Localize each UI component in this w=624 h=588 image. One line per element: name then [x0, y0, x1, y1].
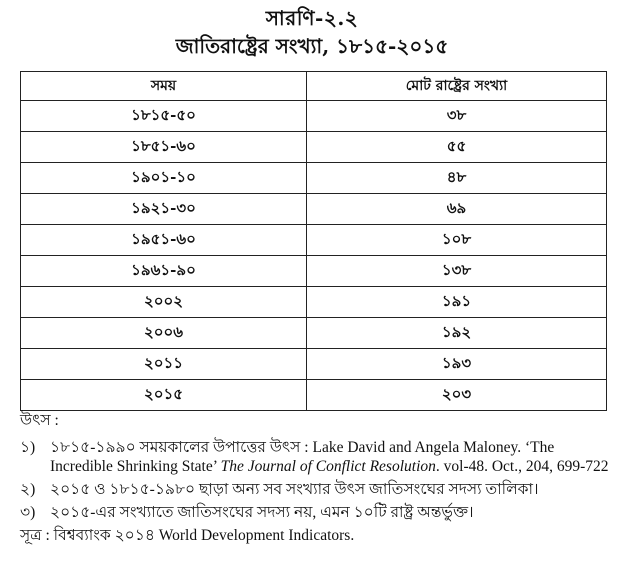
table-row [21, 287, 607, 318]
period-cell: ১৮৫১-৬০ [21, 132, 307, 163]
period-cell: ২০০৬ [21, 318, 307, 349]
period-cell: ২০০২ [21, 287, 307, 318]
table-row [21, 349, 607, 380]
source-notes [20, 411, 615, 561]
note-number: ১) [20, 439, 36, 456]
note-number: ৩) [20, 504, 36, 521]
period-cell: ১৮১৫-৫০ [21, 101, 307, 132]
column-header-period: সময় [21, 72, 307, 101]
source-heading: উৎস : [20, 412, 59, 429]
table-row [21, 101, 607, 132]
period-cell: ১৯৬১-৯০ [21, 256, 307, 287]
column-header-count: মোট রাষ্ট্রের সংখ্যা [307, 72, 607, 101]
count-cell: ৩৮ [307, 101, 607, 132]
table-row [21, 318, 607, 349]
source-note [20, 503, 615, 522]
count-cell: ১৩৮ [307, 256, 607, 287]
period-cell: ১৯৫১-৬০ [21, 225, 307, 256]
count-cell: ৪৮ [307, 163, 607, 194]
table-row [21, 380, 607, 411]
count-cell: ১৯২ [307, 318, 607, 349]
nation-states-table [20, 71, 607, 411]
count-cell: ১০৮ [307, 225, 607, 256]
count-cell: ২০৩ [307, 380, 607, 411]
table-row [21, 194, 607, 225]
note-text: ২০১৫ ও ১৮১৫-১৯৮০ ছাড়া অন্য সব সংখ্যার উৎস জাতিসংঘের সদস্য তালিকা। [50, 481, 539, 498]
table-row [21, 256, 607, 287]
period-cell: ২০১১ [21, 349, 307, 380]
count-cell: ১৯১ [307, 287, 607, 318]
source-note [20, 480, 615, 499]
note-text: ২০১৫-এর সংখ্যাতে জাতিসংঘের সদস্য নয়, এমন ১০টি রাষ্ট্র অন্তর্ভুক্ত। [50, 504, 474, 521]
table-header-row [21, 72, 607, 101]
note-text: ১৮১৫-১৯৯০ সময়কালের উপাত্তের উৎস : Lake David and Angela Maloney. ‘The Incredible Shrinking State’ [50, 439, 555, 475]
table-row [21, 132, 607, 163]
source-note [20, 438, 615, 476]
period-cell: ১৯০১-১০ [21, 163, 307, 194]
table-caption-number: সারণি-২.২ [265, 6, 359, 30]
table-row [21, 163, 607, 194]
note-number: ২) [20, 481, 36, 498]
count-cell: ১৯৩ [307, 349, 607, 380]
table-body [21, 101, 607, 411]
table-row [21, 225, 607, 256]
period-cell: ১৯২১-৩০ [21, 194, 307, 225]
count-cell: ৫৫ [307, 132, 607, 163]
period-cell: ২০১৫ [21, 380, 307, 411]
count-cell: ৬৯ [307, 194, 607, 225]
journal-title: The Journal of Conflict Resolution [220, 458, 436, 475]
reference-footer: সূত্র : বিশ্বব্যাংক ২০১৪ World Development Indicators. [20, 527, 355, 544]
note-citation-tail: . vol-48. Oct., 204, 699-722 [435, 458, 609, 475]
table-caption-title: জাতিরাষ্ট্রের সংখ্যা, ১৮১৫-২০১৫ [175, 34, 449, 58]
